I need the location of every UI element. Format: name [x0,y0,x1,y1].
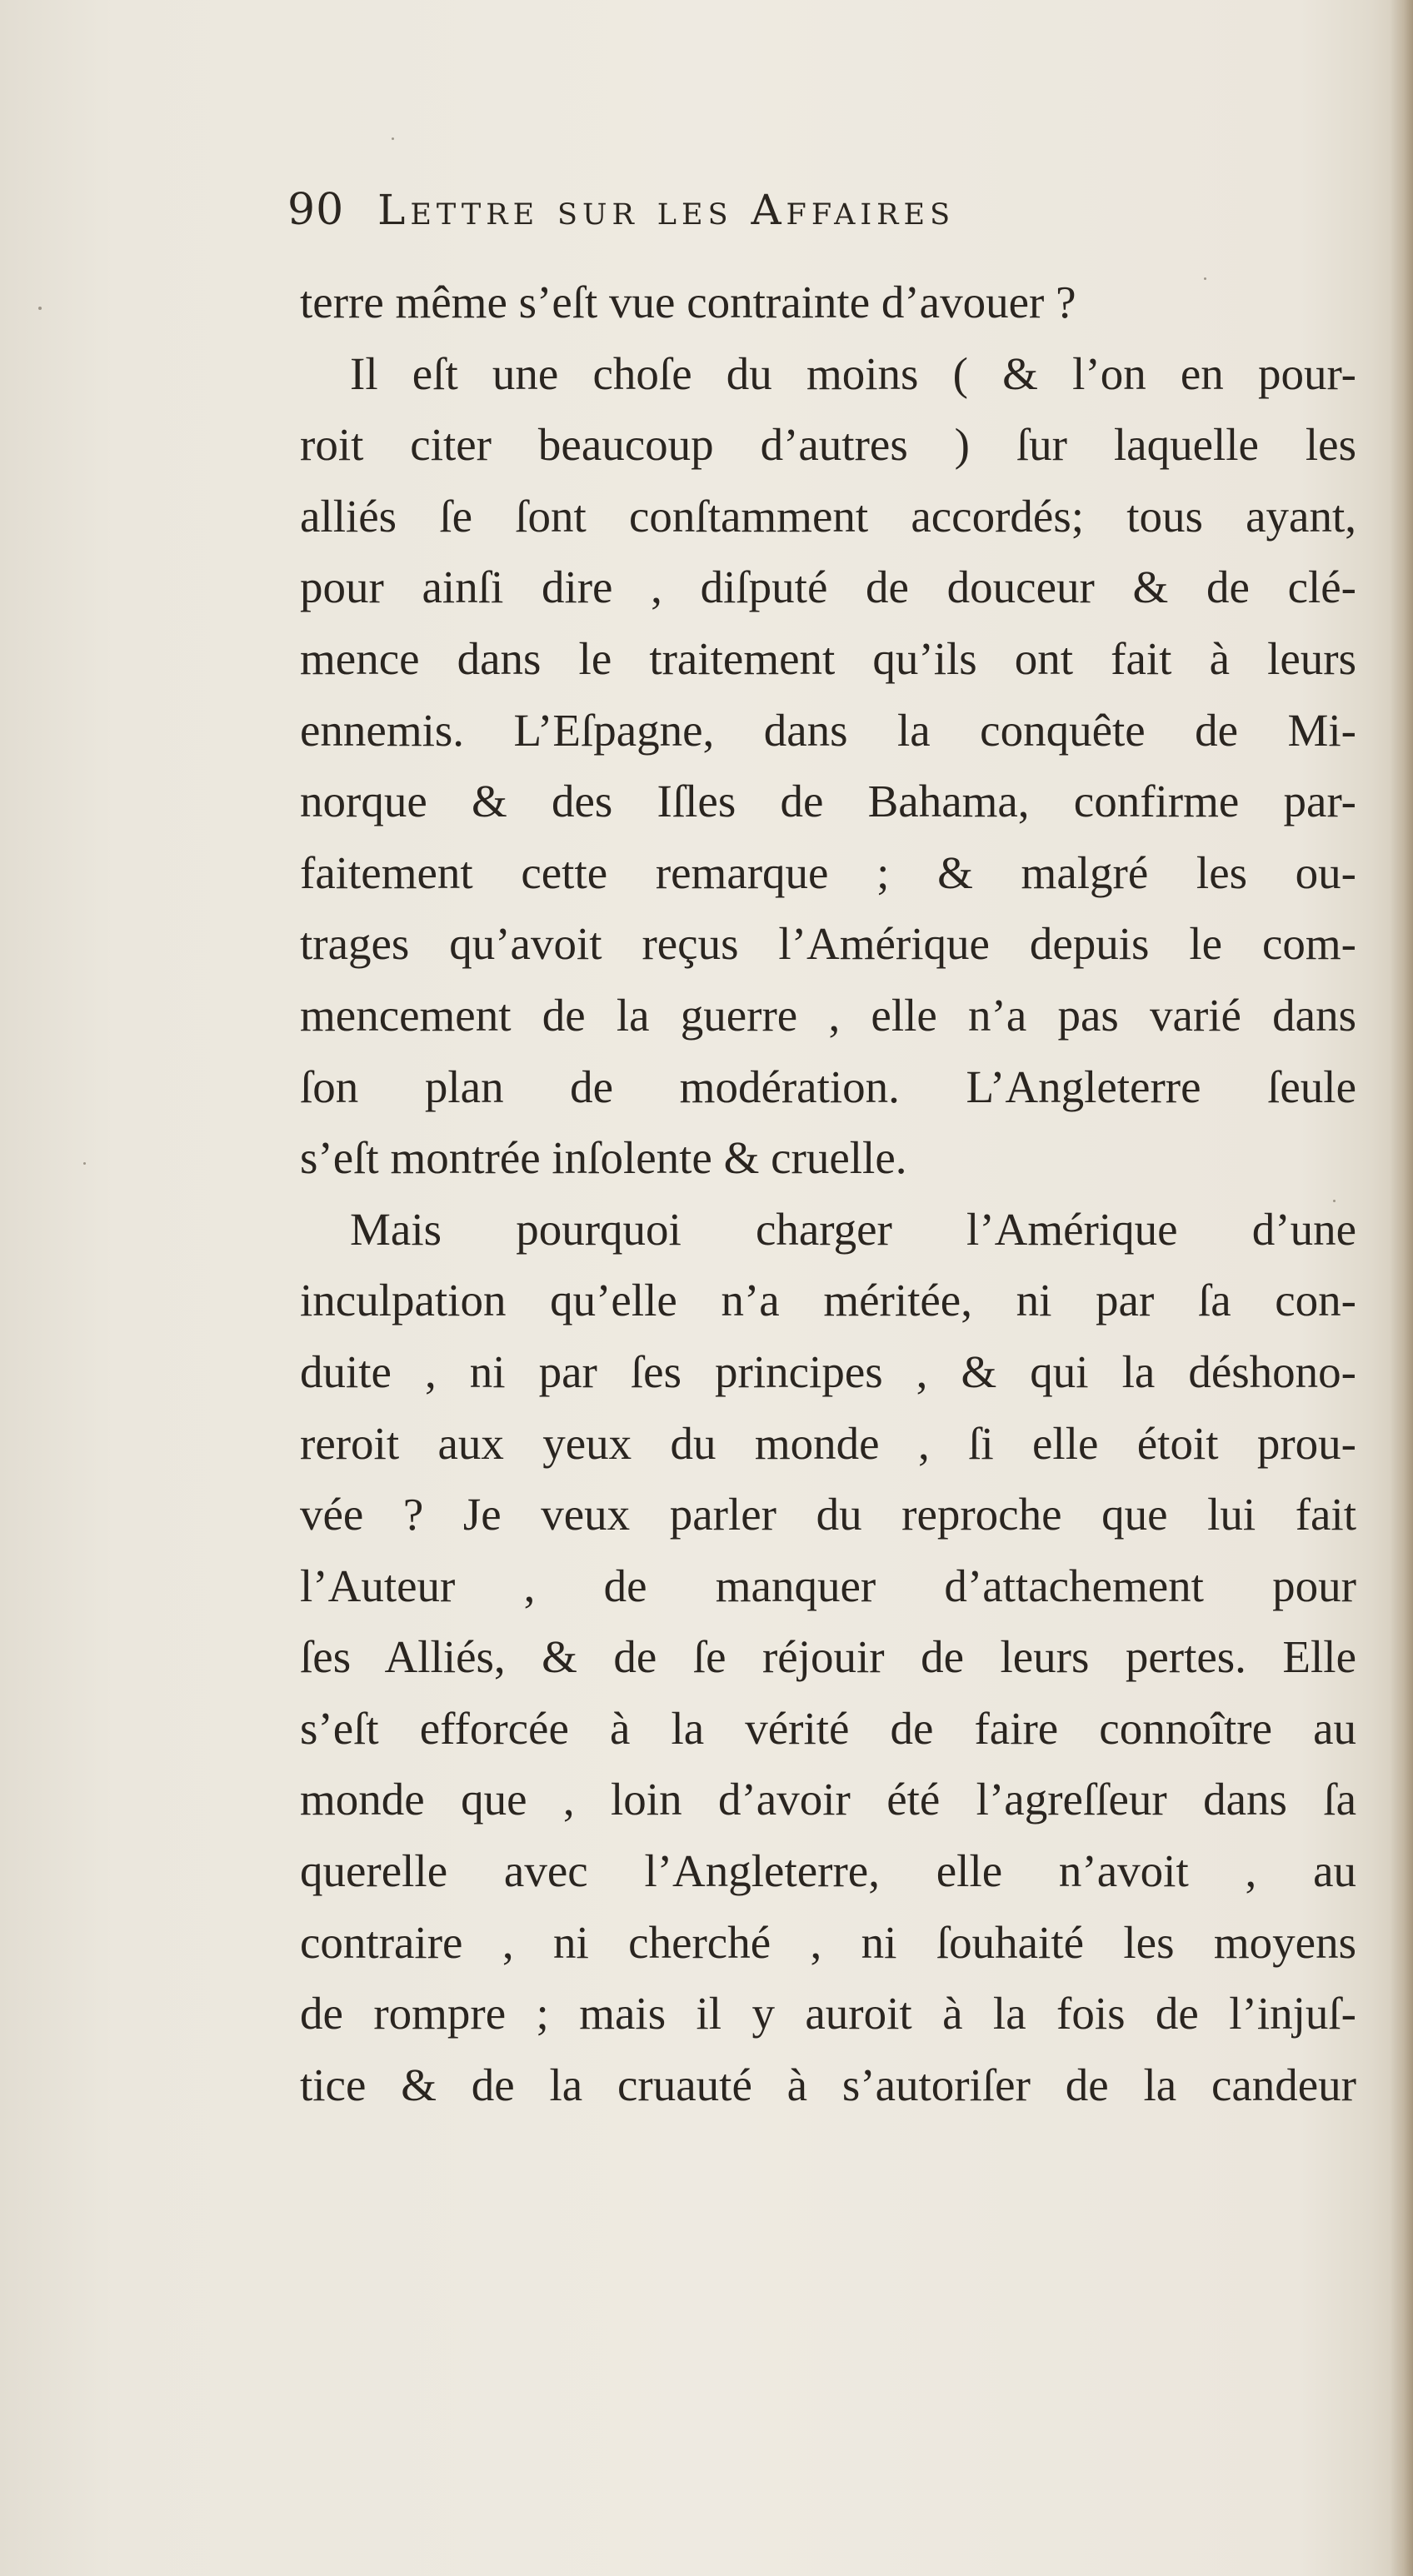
text-line: mence dans le traitement qu’ils ont fait à leurs [300,632,1356,684]
text-line: norque & des Iſles de Bahama, confirme par- [300,776,1356,827]
text-line: vée ? Je veux parler du reproche que lui fait [300,1489,1356,1540]
text-line: monde que , loin d’avoir été l’agreſſeur dans ſa [300,1774,1356,1825]
text-line: tice & de la cruauté à s’autoriſer de la candeur [300,2059,1356,2110]
text-line: reroit aux yeux du monde , ſi elle étoit prou- [300,1417,1356,1469]
running-head [287,185,1212,252]
body-text [300,267,1356,2120]
text-line: de rompre ; mais il y auroit à la fois de l’injuſ- [300,1988,1356,2039]
text-line: contraire , ni cherché , ni ſouhaité les moyens [300,1916,1356,1968]
text-line: Il eſt une choſe du moins ( & l’on en pour- [350,347,1356,399]
text-line: trages qu’avoit reçus l’Amérique depuis le com- [300,918,1356,970]
text-line: duite , ni par ſes principes , & qui la déshono- [300,1345,1356,1397]
text-line: s’eſt efforcée à la vérité de faire connoître au [300,1702,1356,1754]
text-line: terre même s’eſt vue contrainte d’avouer ? [300,277,1076,327]
paper-speck [392,137,394,140]
text-line: pour ainſi dire , diſputé de douceur & de clé- [300,562,1356,613]
text-line: ſon plan de modération. L’Angleterre ſeule [300,1061,1356,1112]
text-line: s’eſt montrée inſolente & cruelle. [300,1132,907,1184]
paper-speck [83,1162,86,1165]
page-edge-shadow [1390,0,1413,2576]
text-line: l’Auteur , de manquer d’attachement pour [300,1560,1356,1611]
text-line: roit citer beaucoup d’autres ) ſur laquelle les [300,419,1356,471]
text-line: mencement de la guerre , elle n’a pas varié dans [300,989,1356,1041]
text-line: ſes Alliés, & de ſe réjouir de leurs pertes. Elle [300,1631,1356,1683]
page-number: 90 [287,185,345,235]
running-title: Lettre sur les Affaires [377,186,956,234]
text-line: alliés ſe ſont conſtamment accordés; tous ayant, [300,490,1356,542]
text-line: querelle avec l’Angleterre, elle n’avoit , au [300,1845,1356,1897]
text-line: inculpation qu’elle n’a méritée, ni par ſa con- [300,1275,1356,1326]
text-line: ennemis. L’Eſpagne, dans la conquête de Mi- [300,704,1356,756]
text-line: faitement cette remarque ; & malgré les ou- [300,846,1356,898]
paper-speck [38,307,42,310]
text-line: Mais pourquoi charger l’Amérique d’une [350,1203,1356,1255]
